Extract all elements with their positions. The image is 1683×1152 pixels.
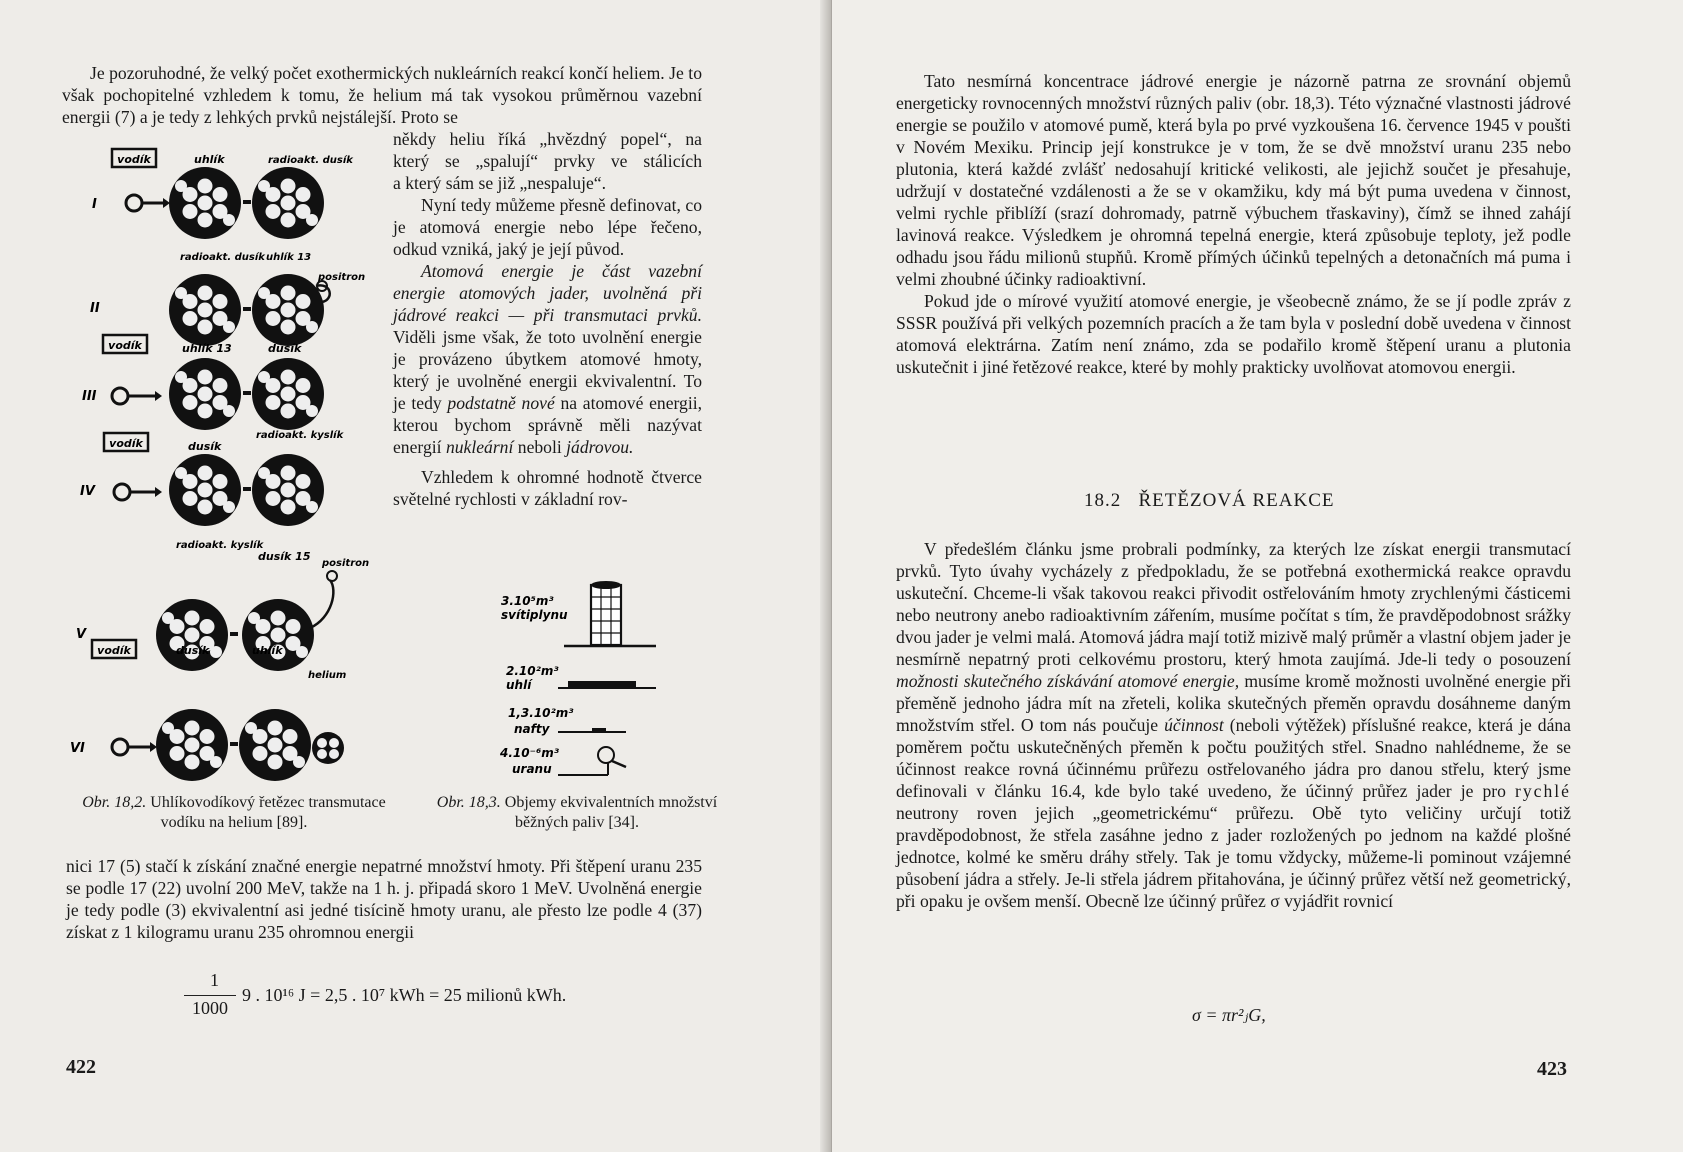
row6-extra: helium [308, 670, 347, 681]
fig3-label-2: uhlí [506, 678, 532, 692]
row-1 [92, 149, 354, 239]
section-title: ŘETĚZOVÁ REAKCE [1138, 490, 1335, 511]
col-p3-rest2: na atomové energii, kterou bychom správně měli nazývat energií [393, 393, 703, 457]
row3-label-b: dusík [268, 342, 302, 355]
cross-section-formula: σ = πr²ⱼG, [1192, 1005, 1266, 1025]
col-p3-italic3: nukleární [445, 437, 514, 457]
row1-label-b: radioakt. dusík [268, 155, 353, 166]
bottom-text: nici 17 (5) stačí k získání značné energie nepatrné množství hmoty. Při štěpení uranu 235 se podle 17 (22) uvolní 200 MeV, takže na 1 h. j. připadá skoro 1 MeV. Uvolněná energie je tedy podle (3) ekvivalentní asi jedné tisícině hmoty uranu, ale přesto lze podle 4 (37) získat z 1 kilogramu uranu 235 ohromnou energii [66, 856, 702, 942]
intro-text: Je pozoruhodné, že velký počet exothermických nukleárních reakcí končí heliem. Je to však pochopitelné vzhledem k tomu, že helium má tak vysokou průměrnou vazební energii (7) a je tedy z lehkých prvků nejstálejší. Proto se [62, 63, 702, 127]
magnifier-icon [598, 747, 614, 763]
fig3-label-3: nafty [514, 722, 550, 736]
row1-label-a: uhlík [194, 153, 225, 166]
atomic-energy-definition: Atomová energie je část vazební energie atomových jader, uvolněná při jádrové reakci — při transmutaci prvků. [393, 261, 702, 325]
col-paragraph-2: Nyní tedy můžeme přesně definovat, co je atomová energie nebo lépe řečeno, odkud vzniká, jaký je její původ. [393, 195, 702, 259]
page-number-left: 422 [66, 1056, 96, 1078]
p3-italic: možnosti skutečného získávání atomové energie, [896, 671, 1240, 691]
row1-roman: I [92, 197, 97, 212]
row-3 [82, 335, 324, 430]
col-line-2: který se „spalují“ prvky ve stálicích [393, 151, 702, 171]
row3-box: vodík [108, 339, 142, 352]
row2-extra: positron [318, 272, 366, 283]
caption1-text: Uhlíkovodíkový řetězec transmutace vodíku na helium [89]. [150, 794, 386, 831]
formula-denominator: 1000 [192, 998, 228, 1018]
left-bottom-paragraph [66, 855, 702, 943]
coal-heap-icon [568, 681, 636, 687]
col-p3-rest3: neboli [517, 437, 562, 457]
right-paragraph-2: Pokud jde o mírové využití atomové energie, je všeobecně známo, že se jí podle zpráv z SSSR používá při velkých pozemních pracích a že tam byla v poslední době uvedena v činnost atomová elektrárna. Zatím není známo, zda se podařilo kromě štěpení uranu a plutonia uskutečnit i jiné řetězové reakce, které by mohly prakticky uvolňovat atomovou energii. [896, 291, 1571, 377]
p3-spaced: rychlé [1515, 781, 1571, 801]
row5-label-b: dusík 15 [258, 550, 311, 563]
row6-box: vodík [97, 644, 131, 657]
row3-roman: III [82, 389, 97, 404]
row2-label-a: radioakt. dusík [180, 252, 265, 263]
figure-18-3-diagram [496, 575, 676, 785]
row5-roman: V [76, 627, 87, 642]
fig3-value-3: 1,3.10²m³ [508, 706, 574, 720]
caption-18-3 [432, 793, 722, 833]
row-4 [80, 429, 345, 526]
row4-roman: IV [80, 484, 95, 499]
fig3-value-4: 4.10⁻⁶m³ [500, 746, 559, 760]
row6-label-a: dusík [176, 644, 210, 657]
p3-d: neutrony roven jejich „geometrickému“ průřezu. Obě tyto veličiny určují totiž pravděpodobnost, že střela zasáhne jedno z jader rozložených po jednom na každé plošné jednotce, kolmé ke směru dráhy střely. Tak je tomu vždycky, můžeme-li pominout vzájemné působení jádra a střely. Je-li střela jádrem přitahována, je účinný průřez větší než geometrický, při opaku je ovšem menší. Obecně lze účinný průřez σ vyjádřit rovnicí [896, 803, 1571, 911]
caption2-text: Objemy ekvivalentních množství běžných paliv [34]. [504, 794, 718, 831]
left-page [0, 0, 832, 1152]
right-paragraph-1: Tato nesmírná koncentrace jádrové energie je názorně patrna ze srovnání objemů energeticky rovnocenných množství různých paliv (obr. 18,3). Této význačné vlastnosti jádrové energie se použilo v atomové pumě, která byla po prvé vyzkoušena 16. července 1945 v poušti v Novém Mexiku. Princip její konstrukce je v tom, že se dvě množství uranu 235 nebo plutonia, která každé zvlášť nedosahují kritické velikosti, ale jejichž součet je přesahuje, udržují v dostatečné vzdálenosti a že se v okamžiku, kdy má být puma uvedena v činnost, velmi rychle přiblíží (srazí dohromady, patrně výbuchem třaskaviny), čímž se ihned zahájí lavinová reakce. Výsledkem je ohromná tepelná energie, která způsobuje teploty, jež podle odhadu jsou řádu milionů stupňů. Kromě přímých účinků tepelných a detonačních má puma i velmi zhoubné účinky radioaktivní. [896, 71, 1571, 289]
gas-tank-icon [591, 585, 621, 645]
section-number: 18.2 [1084, 490, 1122, 511]
row4-box: vodík [109, 437, 143, 450]
right-paragraph-3 [896, 538, 1571, 912]
left-column-text [393, 128, 702, 510]
row3-label-a: uhlík 13 [182, 342, 232, 355]
row6-roman: VI [70, 741, 85, 756]
p3-c: (neboli výtěžek) příslušné reakce, která je dána poměrem počtu uskutečněných přeměn k počtu použitých střel. Snadno nahlédneme, že se účinnost reakce rovná účinnému průřezu ostřelovaného jádra pro danou střelu, který jsme definovali v článku 16.4, kde bylo také uvedeno, že účinný průřez jader je pro [896, 715, 1571, 801]
caption1-label: Obr. 18,2. [82, 794, 147, 811]
col-paragraph-4: Vzhledem k ohromné hodnotě čtverce světelné rychlosti v základní rov- [393, 467, 702, 509]
fig3-label-4: uranu [512, 762, 552, 776]
page-number-right: 423 [1537, 1058, 1567, 1080]
left-intro-paragraph [62, 62, 702, 128]
formula-numerator: 1 [210, 970, 219, 990]
row5-label-a: radioakt. kyslík [176, 540, 264, 551]
right-main-text [896, 538, 1571, 912]
fig3-value-2: 2.10²m³ [506, 664, 559, 678]
right-top-text [896, 70, 1571, 378]
row1-box: vodík [117, 153, 151, 166]
fig3-label-1: svítiplynu [501, 608, 568, 622]
section-heading [1084, 490, 1335, 512]
col-p3-rest: Viděli jsme však, že toto uvolnění energie je provázeno úbytkem atomové hmoty, který je uvolněné energii ekvivalentní. To je tedy [393, 327, 702, 413]
p3-italic2: účinnost [1164, 715, 1224, 735]
col-line-1: někdy heliu říká „hvězdný popel“, na [393, 129, 702, 149]
energy-formula [184, 970, 664, 1026]
row4-label-b: radioakt. kyslík [256, 430, 344, 441]
col-paragraph-3 [393, 260, 702, 458]
row6-label-b: uhlík [252, 644, 283, 657]
row2-roman: II [90, 301, 100, 316]
p3-a: V předešlém článku jsme probrali podmínky, za kterých lze získat energii transmutací prvků. Tyto úvahy vycházely z předpokladu, že se potřebná exothermická reakce opravdu uskuteční. Chceme-li však takovou reakci přivodit ostřelováním hmoty zrychlenými částicemi nebo neutrony anebo radioaktivním zářením, musíme počítat s tím, že pravděpodobnost srážky dvou jader je velmi malá. Atomová jádra mají totiž mizivě malý průměr a vlastní objem jader je nesmírně nepatrný proti celkovému prostoru, který hmota zaujímá. Jde-li tedy o posouzení [896, 539, 1571, 669]
figure-18-2-diagram [70, 140, 390, 790]
row4-label-a: dusík [188, 440, 222, 453]
caption-18-2 [66, 793, 402, 833]
row-2 [90, 251, 365, 346]
p3-b: musíme kromě možnosti uvolněné energie při přeměně jednoho jádra mít na zřeteli, kolika skutečných přeměn opravdu dosáhneme daným množstvím střel. O tom nás poučuje [896, 671, 1571, 735]
col-p3-italic4: jádrovou. [566, 437, 634, 457]
right-page [832, 0, 1683, 1152]
fig3-value-1: 3.10⁵m³ [501, 594, 554, 608]
col-line-3: a který sám se již „nespaluje“. [393, 173, 606, 193]
col-p3-italic2: podstatně nové [447, 393, 555, 413]
row2-label-b: uhlík 13 [266, 252, 312, 263]
formula-rest: 9 . 10¹⁶ J = 2,5 . 10⁷ kWh = 25 milionů kWh. [242, 985, 567, 1005]
row5-extra: positron [322, 558, 370, 569]
caption2-label: Obr. 18,3. [436, 794, 501, 811]
